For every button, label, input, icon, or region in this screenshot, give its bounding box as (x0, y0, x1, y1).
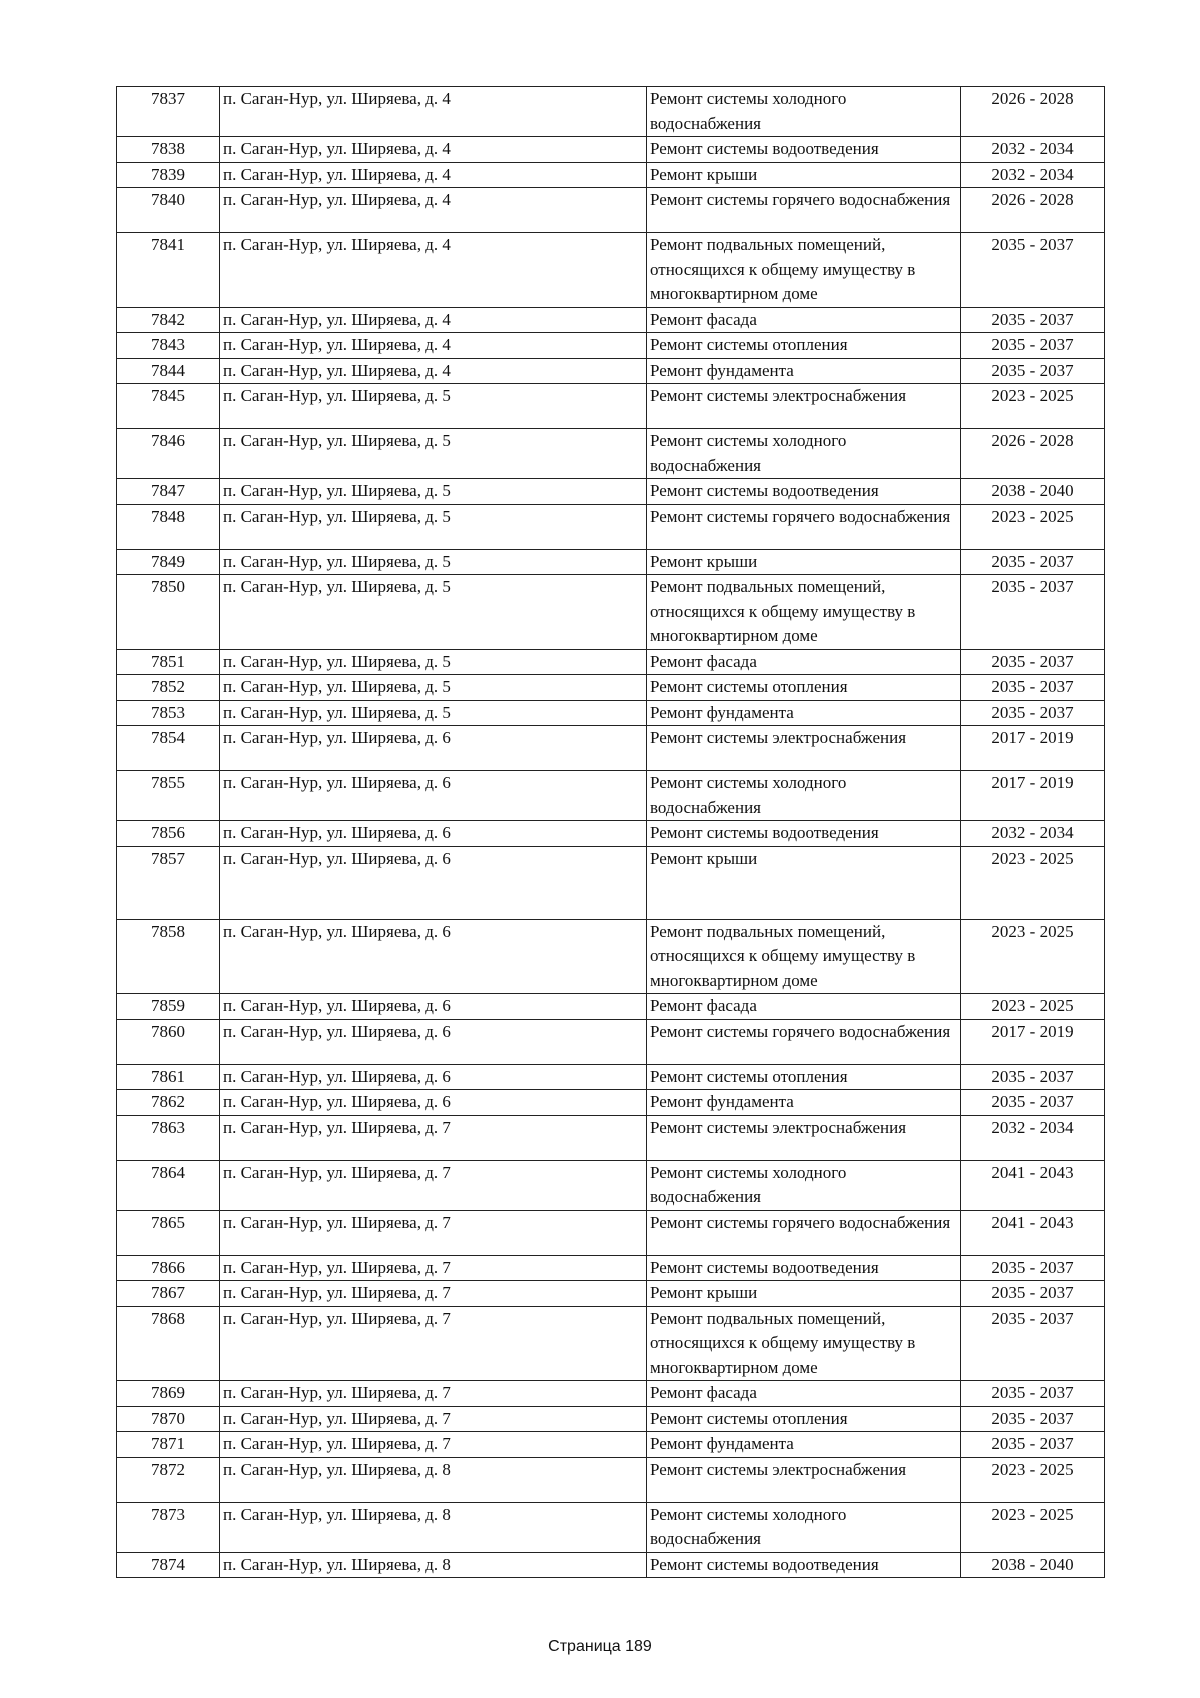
row-number-cell: 7850 (117, 575, 220, 650)
table-row (117, 726, 1105, 771)
address-cell: п. Саган-Нур, ул. Ширяева, д. 5 (220, 504, 647, 549)
work-type-cell: Ремонт фасада (647, 994, 961, 1020)
work-type-cell: Ремонт системы горячего водоснабжения (647, 1019, 961, 1064)
address-cell: п. Саган-Нур, ул. Ширяева, д. 5 (220, 649, 647, 675)
table-body (117, 87, 1105, 1578)
table-row (117, 1552, 1105, 1578)
address-cell: п. Саган-Нур, ул. Ширяева, д. 7 (220, 1406, 647, 1432)
period-cell: 2035 - 2037 (961, 649, 1105, 675)
address-cell: п. Саган-Нур, ул. Ширяева, д. 4 (220, 333, 647, 359)
row-number-cell: 7848 (117, 504, 220, 549)
work-type-cell: Ремонт системы горячего водоснабжения (647, 188, 961, 233)
address-cell: п. Саган-Нур, ул. Ширяева, д. 7 (220, 1432, 647, 1458)
row-number-cell: 7839 (117, 162, 220, 188)
period-cell: 2023 - 2025 (961, 846, 1105, 919)
period-cell: 2023 - 2025 (961, 1457, 1105, 1502)
period-cell: 2035 - 2037 (961, 1090, 1105, 1116)
address-cell: п. Саган-Нур, ул. Ширяева, д. 5 (220, 384, 647, 429)
table-row (117, 1432, 1105, 1458)
address-cell: п. Саган-Нур, ул. Ширяева, д. 4 (220, 233, 647, 308)
table-row (117, 1064, 1105, 1090)
work-type-cell: Ремонт крыши (647, 549, 961, 575)
period-cell: 2032 - 2034 (961, 1115, 1105, 1160)
work-type-cell: Ремонт системы водоотведения (647, 1255, 961, 1281)
address-cell: п. Саган-Нур, ул. Ширяева, д. 4 (220, 358, 647, 384)
row-number-cell: 7869 (117, 1381, 220, 1407)
work-type-cell: Ремонт системы электроснабжения (647, 1457, 961, 1502)
row-number-cell: 7843 (117, 333, 220, 359)
work-type-cell: Ремонт системы холодного водоснабжения (647, 429, 961, 479)
table-row (117, 162, 1105, 188)
table-row (117, 1381, 1105, 1407)
period-cell: 2038 - 2040 (961, 479, 1105, 505)
table-row (117, 1255, 1105, 1281)
table-row (117, 575, 1105, 650)
address-cell: п. Саган-Нур, ул. Ширяева, д. 6 (220, 994, 647, 1020)
address-cell: п. Саган-Нур, ул. Ширяева, д. 7 (220, 1281, 647, 1307)
address-cell: п. Саган-Нур, ул. Ширяева, д. 4 (220, 307, 647, 333)
row-number-cell: 7841 (117, 233, 220, 308)
address-cell: п. Саган-Нур, ул. Ширяева, д. 5 (220, 575, 647, 650)
row-number-cell: 7870 (117, 1406, 220, 1432)
row-number-cell: 7844 (117, 358, 220, 384)
address-cell: п. Саган-Нур, ул. Ширяева, д. 6 (220, 1019, 647, 1064)
period-cell: 2035 - 2037 (961, 307, 1105, 333)
work-type-cell: Ремонт подвальных помещений, относящихся к общему имуществу в многоквартирном доме (647, 1306, 961, 1381)
table-row (117, 87, 1105, 137)
period-cell: 2032 - 2034 (961, 162, 1105, 188)
row-number-cell: 7859 (117, 994, 220, 1020)
table-row (117, 1406, 1105, 1432)
period-cell: 2035 - 2037 (961, 1306, 1105, 1381)
work-type-cell: Ремонт фундамента (647, 1090, 961, 1116)
address-cell: п. Саган-Нур, ул. Ширяева, д. 4 (220, 137, 647, 163)
address-cell: п. Саган-Нур, ул. Ширяева, д. 5 (220, 479, 647, 505)
period-cell: 2035 - 2037 (961, 1381, 1105, 1407)
table-row (117, 137, 1105, 163)
row-number-cell: 7849 (117, 549, 220, 575)
period-cell: 2038 - 2040 (961, 1552, 1105, 1578)
row-number-cell: 7866 (117, 1255, 220, 1281)
table-row (117, 846, 1105, 919)
row-number-cell: 7846 (117, 429, 220, 479)
table-row (117, 821, 1105, 847)
row-number-cell: 7867 (117, 1281, 220, 1307)
address-cell: п. Саган-Нур, ул. Ширяева, д. 8 (220, 1552, 647, 1578)
row-number-cell: 7861 (117, 1064, 220, 1090)
repair-schedule-table (116, 86, 1105, 1578)
period-cell: 2023 - 2025 (961, 919, 1105, 994)
table-row (117, 429, 1105, 479)
period-cell: 2035 - 2037 (961, 1432, 1105, 1458)
period-cell: 2032 - 2034 (961, 137, 1105, 163)
address-cell: п. Саган-Нур, ул. Ширяева, д. 5 (220, 549, 647, 575)
work-type-cell: Ремонт системы холодного водоснабжения (647, 771, 961, 821)
address-cell: п. Саган-Нур, ул. Ширяева, д. 6 (220, 919, 647, 994)
period-cell: 2035 - 2037 (961, 1406, 1105, 1432)
work-type-cell: Ремонт системы водоотведения (647, 821, 961, 847)
work-type-cell: Ремонт системы водоотведения (647, 1552, 961, 1578)
period-cell: 2023 - 2025 (961, 1502, 1105, 1552)
row-number-cell: 7864 (117, 1160, 220, 1210)
row-number-cell: 7873 (117, 1502, 220, 1552)
table-row (117, 358, 1105, 384)
period-cell: 2023 - 2025 (961, 504, 1105, 549)
row-number-cell: 7857 (117, 846, 220, 919)
work-type-cell: Ремонт фундамента (647, 358, 961, 384)
period-cell: 2017 - 2019 (961, 771, 1105, 821)
work-type-cell: Ремонт крыши (647, 846, 961, 919)
table-row (117, 1019, 1105, 1064)
row-number-cell: 7838 (117, 137, 220, 163)
address-cell: п. Саган-Нур, ул. Ширяева, д. 5 (220, 675, 647, 701)
row-number-cell: 7860 (117, 1019, 220, 1064)
table-row (117, 479, 1105, 505)
address-cell: п. Саган-Нур, ул. Ширяева, д. 6 (220, 1090, 647, 1116)
period-cell: 2023 - 2025 (961, 384, 1105, 429)
row-number-cell: 7847 (117, 479, 220, 505)
period-cell: 2035 - 2037 (961, 675, 1105, 701)
row-number-cell: 7853 (117, 700, 220, 726)
table-row (117, 1160, 1105, 1210)
address-cell: п. Саган-Нур, ул. Ширяева, д. 8 (220, 1457, 647, 1502)
work-type-cell: Ремонт системы отопления (647, 333, 961, 359)
table-row (117, 919, 1105, 994)
work-type-cell: Ремонт системы водоотведения (647, 479, 961, 505)
work-type-cell: Ремонт фасада (647, 1381, 961, 1407)
row-number-cell: 7874 (117, 1552, 220, 1578)
table-row (117, 1281, 1105, 1307)
row-number-cell: 7872 (117, 1457, 220, 1502)
period-cell: 2023 - 2025 (961, 994, 1105, 1020)
period-cell: 2035 - 2037 (961, 233, 1105, 308)
work-type-cell: Ремонт крыши (647, 1281, 961, 1307)
table-row (117, 188, 1105, 233)
row-number-cell: 7840 (117, 188, 220, 233)
table-row (117, 384, 1105, 429)
address-cell: п. Саган-Нур, ул. Ширяева, д. 7 (220, 1210, 647, 1255)
period-cell: 2035 - 2037 (961, 575, 1105, 650)
period-cell: 2041 - 2043 (961, 1210, 1105, 1255)
address-cell: п. Саган-Нур, ул. Ширяева, д. 6 (220, 821, 647, 847)
table-row (117, 1115, 1105, 1160)
row-number-cell: 7863 (117, 1115, 220, 1160)
address-cell: п. Саган-Нур, ул. Ширяева, д. 5 (220, 700, 647, 726)
period-cell: 2035 - 2037 (961, 358, 1105, 384)
address-cell: п. Саган-Нур, ул. Ширяева, д. 7 (220, 1381, 647, 1407)
work-type-cell: Ремонт фундамента (647, 700, 961, 726)
address-cell: п. Саган-Нур, ул. Ширяева, д. 6 (220, 846, 647, 919)
period-cell: 2026 - 2028 (961, 87, 1105, 137)
table-row (117, 649, 1105, 675)
row-number-cell: 7851 (117, 649, 220, 675)
work-type-cell: Ремонт подвальных помещений, относящихся к общему имуществу в многоквартирном доме (647, 575, 961, 650)
work-type-cell: Ремонт системы горячего водоснабжения (647, 504, 961, 549)
row-number-cell: 7854 (117, 726, 220, 771)
period-cell: 2026 - 2028 (961, 188, 1105, 233)
row-number-cell: 7862 (117, 1090, 220, 1116)
table-row (117, 1090, 1105, 1116)
work-type-cell: Ремонт фасада (647, 649, 961, 675)
table-row (117, 675, 1105, 701)
work-type-cell: Ремонт системы отопления (647, 1406, 961, 1432)
work-type-cell: Ремонт системы горячего водоснабжения (647, 1210, 961, 1255)
period-cell: 2035 - 2037 (961, 333, 1105, 359)
period-cell: 2017 - 2019 (961, 1019, 1105, 1064)
work-type-cell: Ремонт системы холодного водоснабжения (647, 1502, 961, 1552)
table-row (117, 1210, 1105, 1255)
period-cell: 2035 - 2037 (961, 1281, 1105, 1307)
work-type-cell: Ремонт крыши (647, 162, 961, 188)
address-cell: п. Саган-Нур, ул. Ширяева, д. 7 (220, 1160, 647, 1210)
work-type-cell: Ремонт подвальных помещений, относящихся к общему имуществу в многоквартирном доме (647, 919, 961, 994)
table-row (117, 549, 1105, 575)
row-number-cell: 7856 (117, 821, 220, 847)
work-type-cell: Ремонт подвальных помещений, относящихся к общему имуществу в многоквартирном доме (647, 233, 961, 308)
table-row (117, 233, 1105, 308)
work-type-cell: Ремонт системы электроснабжения (647, 384, 961, 429)
period-cell: 2035 - 2037 (961, 1064, 1105, 1090)
table-row (117, 504, 1105, 549)
work-type-cell: Ремонт системы водоотведения (647, 137, 961, 163)
work-type-cell: Ремонт фундамента (647, 1432, 961, 1458)
address-cell: п. Саган-Нур, ул. Ширяева, д. 7 (220, 1255, 647, 1281)
row-number-cell: 7845 (117, 384, 220, 429)
address-cell: п. Саган-Нур, ул. Ширяева, д. 6 (220, 726, 647, 771)
address-cell: п. Саган-Нур, ул. Ширяева, д. 5 (220, 429, 647, 479)
period-cell: 2035 - 2037 (961, 700, 1105, 726)
address-cell: п. Саган-Нур, ул. Ширяева, д. 8 (220, 1502, 647, 1552)
period-cell: 2017 - 2019 (961, 726, 1105, 771)
row-number-cell: 7868 (117, 1306, 220, 1381)
period-cell: 2035 - 2037 (961, 549, 1105, 575)
address-cell: п. Саган-Нур, ул. Ширяева, д. 4 (220, 87, 647, 137)
work-type-cell: Ремонт системы отопления (647, 1064, 961, 1090)
table-row (117, 1457, 1105, 1502)
table-row (117, 994, 1105, 1020)
row-number-cell: 7871 (117, 1432, 220, 1458)
work-type-cell: Ремонт системы электроснабжения (647, 1115, 961, 1160)
address-cell: п. Саган-Нур, ул. Ширяева, д. 7 (220, 1115, 647, 1160)
address-cell: п. Саган-Нур, ул. Ширяева, д. 4 (220, 162, 647, 188)
address-cell: п. Саган-Нур, ул. Ширяева, д. 4 (220, 188, 647, 233)
row-number-cell: 7865 (117, 1210, 220, 1255)
work-type-cell: Ремонт системы отопления (647, 675, 961, 701)
row-number-cell: 7858 (117, 919, 220, 994)
page-number: Страница 189 (548, 1638, 652, 1655)
period-cell: 2032 - 2034 (961, 821, 1105, 847)
address-cell: п. Саган-Нур, ул. Ширяева, д. 6 (220, 1064, 647, 1090)
row-number-cell: 7842 (117, 307, 220, 333)
address-cell: п. Саган-Нур, ул. Ширяева, д. 6 (220, 771, 647, 821)
period-cell: 2035 - 2037 (961, 1255, 1105, 1281)
table-row (117, 307, 1105, 333)
row-number-cell: 7852 (117, 675, 220, 701)
work-type-cell: Ремонт системы холодного водоснабжения (647, 87, 961, 137)
period-cell: 2026 - 2028 (961, 429, 1105, 479)
table-row (117, 1502, 1105, 1552)
table-row (117, 700, 1105, 726)
address-cell: п. Саган-Нур, ул. Ширяева, д. 7 (220, 1306, 647, 1381)
work-type-cell: Ремонт системы холодного водоснабжения (647, 1160, 961, 1210)
work-type-cell: Ремонт системы электроснабжения (647, 726, 961, 771)
table-row (117, 1306, 1105, 1381)
period-cell: 2041 - 2043 (961, 1160, 1105, 1210)
row-number-cell: 7855 (117, 771, 220, 821)
row-number-cell: 7837 (117, 87, 220, 137)
table-row (117, 771, 1105, 821)
work-type-cell: Ремонт фасада (647, 307, 961, 333)
table-row (117, 333, 1105, 359)
